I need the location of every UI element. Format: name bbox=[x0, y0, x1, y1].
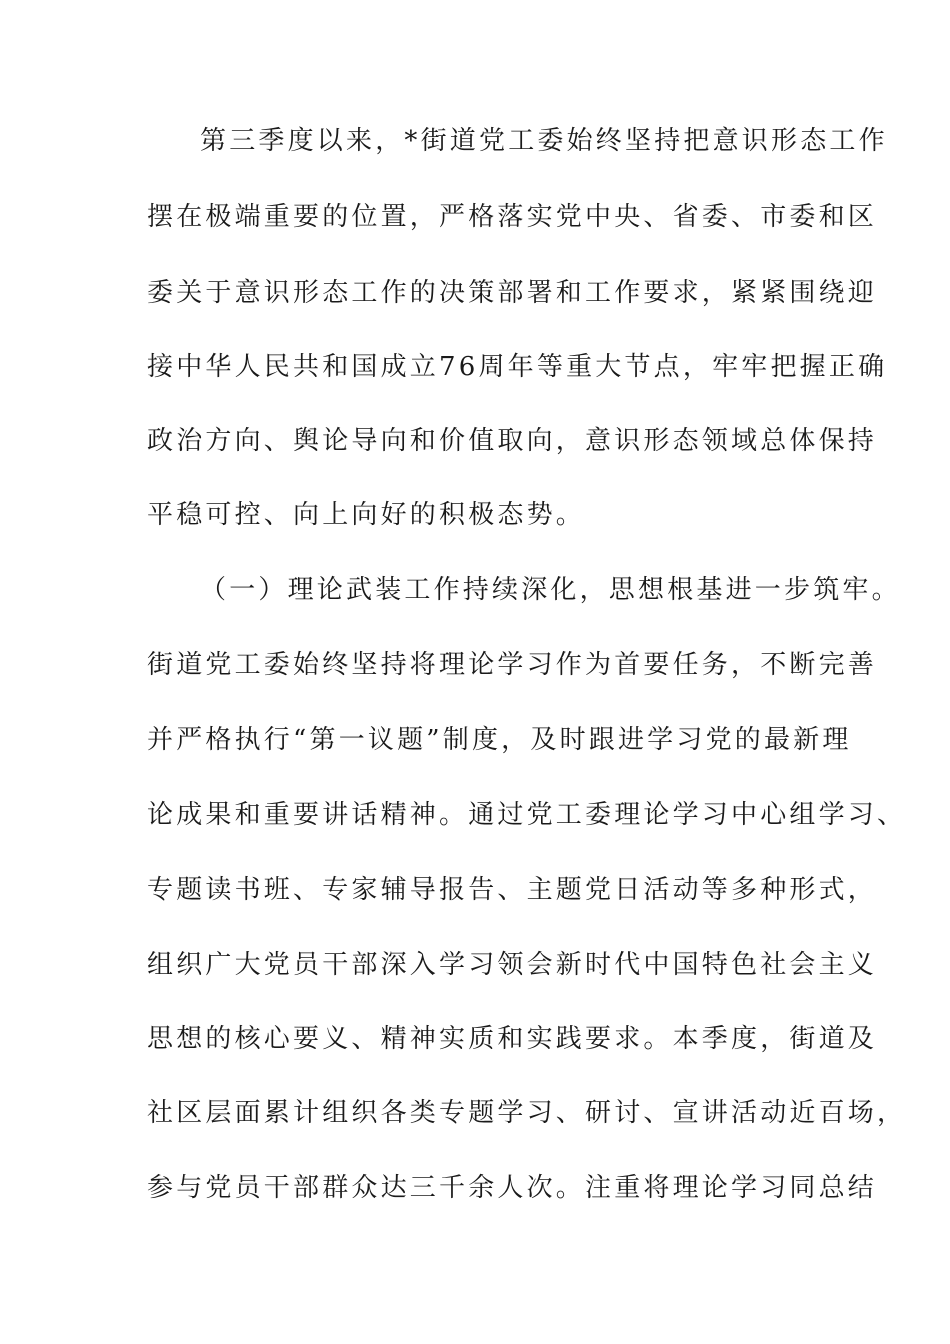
paragraph-line-15: 参与党员干部群众达三千余人次。注重将理论学习同总结 bbox=[147, 1173, 878, 1203]
paragraph-line-3: 委关于意识形态工作的决策部署和工作要求，紧紧围绕迎 bbox=[147, 278, 878, 308]
paragraph-line-11: 专题读书班、专家辅导报告、主题党日活动等多种形式， bbox=[147, 875, 878, 905]
paragraph-line-5: 政治方向、舆论导向和价值取向，意识形态领域总体保持 bbox=[147, 426, 878, 456]
paragraph-line-4: 接中华人民共和国成立76周年等重大节点，牢牢把握正确 bbox=[147, 352, 888, 382]
paragraph-line-6: 平稳可控、向上向好的积极态势。 bbox=[147, 500, 586, 530]
paragraph-line-2: 摆在极端重要的位置，严格落实党中央、省委、市委和区 bbox=[147, 202, 878, 232]
paragraph-line-14: 社区层面累计组织各类专题学习、研讨、宣讲活动近百场， bbox=[147, 1098, 907, 1128]
paragraph-line-12: 组织广大党员干部深入学习领会新时代中国特色社会主义 bbox=[147, 950, 878, 980]
paragraph-line-1: 第三季度以来，*街道党工委始终坚持把意识形态工作 bbox=[200, 126, 888, 156]
paragraph-line-13: 思想的核心要义、精神实质和实践要求。本季度，街道及 bbox=[147, 1024, 878, 1054]
paragraph-line-10: 论成果和重要讲话精神。通过党工委理论学习中心组学习、 bbox=[147, 800, 907, 830]
paragraph-line-8: 街道党工委始终坚持将理论学习作为首要任务，不断完善 bbox=[147, 650, 878, 680]
paragraph-line-9: 并严格执行“第一议题”制度，及时跟进学习党的最新理 bbox=[147, 725, 852, 755]
section-heading: （一）理论武装工作持续深化，思想根基进一步筑牢。 bbox=[200, 575, 901, 605]
